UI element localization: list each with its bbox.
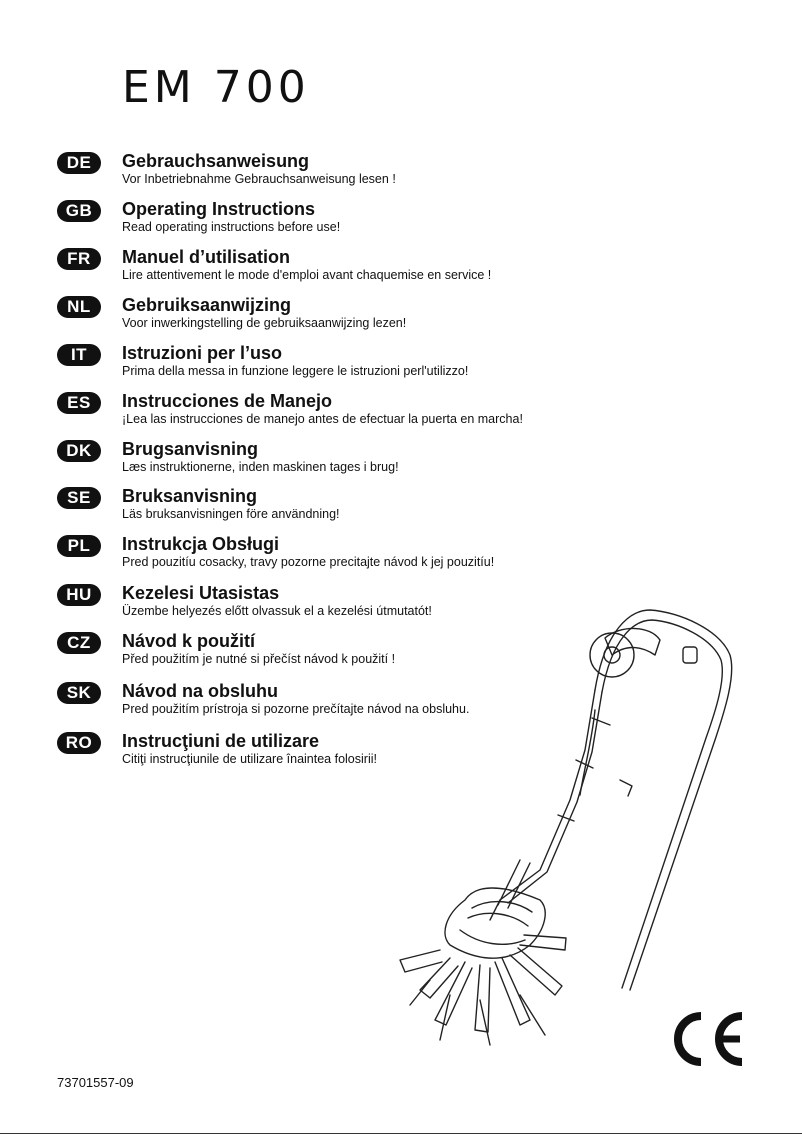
lang-title: Kezelesi Utasistas (122, 583, 280, 603)
lang-title: Instrucţiuni de utilizare (122, 731, 320, 751)
lang-entry-es (0, 390, 802, 434)
lang-entry-nl (0, 294, 802, 338)
tiller-illustration (380, 600, 740, 1070)
lang-badge: NL (57, 296, 101, 318)
lang-badge: RO (57, 732, 101, 754)
lang-badge: SE (57, 487, 101, 509)
lang-subtitle: Üzembe helyezés előtt olvassuk el a kezelési útmutatót! (122, 604, 432, 618)
lang-subtitle: Citiţi instrucţiunile de utilizare înaintea folosirii! (122, 752, 377, 766)
lang-subtitle: Prima della messa in funzione leggere le istruzioni perl'utilizzo! (122, 364, 469, 378)
lang-entry-se (0, 485, 802, 529)
lang-badge: DK (57, 440, 101, 462)
lang-title: Návod k použití (122, 631, 256, 651)
lang-subtitle: Před použitím je nutné si přečíst návod k použití ! (122, 652, 396, 666)
lang-subtitle: Voor inwerkingstelling de gebruiksaanwijzing lezen! (122, 316, 407, 330)
lang-title: Manuel d’utilisation (122, 247, 291, 267)
lang-entry-gb (0, 198, 802, 242)
lang-entry-dk (0, 438, 802, 482)
lang-subtitle: Lire attentivement le mode d'emploi avant chaquemise en service ! (122, 268, 492, 282)
lang-badge: SK (57, 682, 101, 704)
lang-subtitle: Pred pouzitíu cosacky, travy pozorne precitajte návod k jej pouzitíu! (122, 555, 495, 569)
lang-subtitle: Læs instruktionerne, inden maskinen tages i brug! (122, 460, 399, 474)
lang-title: Instrucciones de Manejo (122, 391, 333, 411)
lang-entry-pl (0, 533, 802, 577)
lang-title: Bruksanvisning (122, 486, 258, 506)
part-number: 73701557-09 (57, 1075, 134, 1090)
lang-badge: HU (57, 584, 101, 606)
lang-entry-it (0, 342, 802, 386)
lang-entry-de (0, 150, 802, 194)
lang-title: Gebrauchsanweisung (122, 151, 310, 171)
bottom-divider (0, 1133, 802, 1134)
ce-mark-icon (670, 1010, 746, 1068)
lang-badge: IT (57, 344, 101, 366)
lang-title: Instrukcja Obsługi (122, 534, 280, 554)
lang-subtitle: Läs bruksanvisningen före användning! (122, 507, 340, 521)
lang-title: Istruzioni per l’uso (122, 343, 283, 363)
lang-badge: GB (57, 200, 101, 222)
lang-badge: ES (57, 392, 101, 414)
lang-title: Návod na obsluhu (122, 681, 279, 701)
lang-badge: FR (57, 248, 101, 270)
lang-badge: PL (57, 535, 101, 557)
lang-entry-fr (0, 246, 802, 290)
lang-title: Gebruiksaanwijzing (122, 295, 292, 315)
lang-subtitle: Read operating instructions before use! (122, 220, 341, 234)
lang-title: Brugsanvisning (122, 439, 259, 459)
lang-subtitle: Pred použitím prístroja si pozorne prečítajte návod na obsluhu. (122, 702, 470, 716)
lang-title: Operating Instructions (122, 199, 316, 219)
model-title: EM 700 (122, 62, 310, 113)
lang-subtitle: ¡Lea las instrucciones de manejo antes de efectuar la puerta en marcha! (122, 412, 523, 426)
lang-badge: DE (57, 152, 101, 174)
lang-subtitle: Vor Inbetriebnahme Gebrauchsanweisung lesen ! (122, 172, 396, 186)
lang-badge: CZ (57, 632, 101, 654)
